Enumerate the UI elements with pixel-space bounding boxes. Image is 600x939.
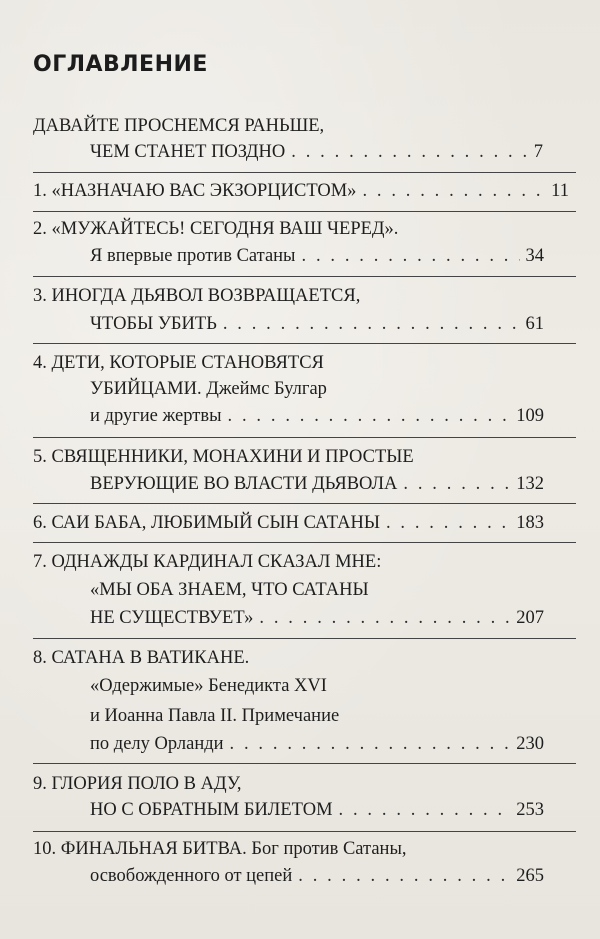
entry-divider bbox=[33, 763, 576, 764]
toc-entry-6-page: 183 bbox=[516, 513, 544, 533]
toc-entry-9-title: НО С ОБРАТНЫМ БИЛЕТОМ bbox=[90, 800, 333, 820]
toc-entry-2-page: 34 bbox=[525, 246, 544, 266]
toc-entry-1-title: 1. «НАЗНАЧАЮ ВАС ЭКЗОРЦИСТОМ» bbox=[33, 181, 357, 201]
toc-entry-5-page: 132 bbox=[516, 474, 544, 494]
toc-entry-6-title: 6. САИ БАБА, ЛЮБИМЫЙ СЫН САТАНЫ bbox=[33, 513, 380, 533]
toc-entry-1-page: 11 bbox=[551, 181, 569, 201]
toc-entry-8-line-3: и Иоанна Павла II. Примечание bbox=[90, 706, 340, 726]
toc-entry-8-line-2: «Одержимые» Бенедикта XVI bbox=[90, 676, 327, 696]
dot-leader bbox=[291, 139, 527, 165]
toc-entry-0-line-1: ДАВАЙТЕ ПРОСНЕМСЯ РАНЬШЕ, bbox=[33, 116, 325, 136]
toc-entry-2-line-2 bbox=[90, 243, 544, 269]
toc-entry-4-line-2: УБИЙЦАМИ. Джеймс Булгар bbox=[90, 379, 327, 399]
toc-entry-5-line-2 bbox=[90, 471, 544, 497]
toc-entry-4-line-1: 4. ДЕТИ, КОТОРЫЕ СТАНОВЯТСЯ bbox=[33, 353, 324, 373]
dot-leader bbox=[386, 510, 510, 536]
toc-entry-3-page: 61 bbox=[525, 314, 544, 334]
toc-entry-8-title: по делу Орланди bbox=[90, 734, 224, 754]
entry-divider bbox=[33, 343, 576, 344]
toc-entry-10-page: 265 bbox=[516, 866, 544, 886]
dot-leader bbox=[339, 797, 511, 823]
entry-divider bbox=[33, 211, 576, 212]
toc-entry-7-line-1: 7. ОДНАЖДЫ КАРДИНАЛ СКАЗАЛ МНЕ: bbox=[33, 552, 382, 572]
toc-entry-3-line-1: 3. ИНОГДА ДЬЯВОЛ ВОЗВРАЩАЕТСЯ, bbox=[33, 286, 361, 306]
dot-leader bbox=[230, 731, 511, 757]
toc-entry-9-page: 253 bbox=[516, 800, 544, 820]
dot-leader bbox=[403, 471, 510, 497]
entry-divider bbox=[33, 503, 576, 504]
toc-entry-8-page: 230 bbox=[516, 734, 544, 754]
dot-leader bbox=[298, 863, 510, 889]
toc-entry-3-title: ЧТОБЫ УБИТЬ bbox=[90, 314, 217, 334]
toc-entry-8-line-1: 8. САТАНА В ВАТИКАНЕ. bbox=[33, 648, 250, 668]
toc-entry-10-line-2 bbox=[90, 863, 544, 889]
entry-divider bbox=[33, 542, 576, 543]
toc-entry-0-page: 7 bbox=[533, 142, 543, 162]
toc-entry-8-line-4 bbox=[90, 731, 544, 757]
toc-entry-10-title: освобожденного от цепей bbox=[90, 866, 293, 886]
toc-entry-5-line-1: 5. СВЯЩЕННИКИ, МОНАХИНИ И ПРОСТЫЕ bbox=[33, 447, 414, 467]
toc-entry-7-line-2: «МЫ ОБА ЗНАЕМ, ЧТО САТАНЫ bbox=[90, 580, 369, 600]
toc-heading: ОГЛАВЛЕНИЕ bbox=[33, 52, 208, 77]
toc-entry-9-line-2 bbox=[90, 797, 544, 823]
entry-divider bbox=[33, 437, 576, 438]
entry-divider bbox=[33, 831, 576, 832]
entry-divider bbox=[33, 638, 576, 639]
dot-leader bbox=[302, 243, 520, 269]
toc-entry-2-title: Я впервые против Сатаны bbox=[90, 246, 296, 266]
toc-entry-7-line-3 bbox=[90, 605, 544, 631]
toc-entry-0-title: ЧЕМ СТАНЕТ ПОЗДНО bbox=[90, 142, 286, 162]
toc-entry-7-title: НЕ СУЩЕСТВУЕТ» bbox=[90, 608, 254, 628]
dot-leader bbox=[362, 178, 545, 204]
toc-entry-4-title: и другие жертвы bbox=[90, 406, 222, 426]
toc-entry-5-title: ВЕРУЮЩИЕ ВО ВЛАСТИ ДЬЯВОЛА bbox=[90, 474, 398, 494]
toc-entry-0-line-2 bbox=[90, 139, 543, 165]
toc-entry-7-page: 207 bbox=[516, 608, 544, 628]
toc-entry-2-line-1: 2. «МУЖАЙТЕСЬ! СЕГОДНЯ ВАШ ЧЕРЕД». bbox=[33, 219, 399, 239]
dot-leader bbox=[228, 403, 511, 429]
toc-entry-10-line-1: 10. ФИНАЛЬНАЯ БИТВА. Бог против Сатаны, bbox=[33, 839, 407, 859]
dot-leader bbox=[259, 605, 510, 631]
entry-divider bbox=[33, 172, 576, 173]
toc-entry-1-line-1 bbox=[33, 178, 569, 204]
toc-entry-4-line-3 bbox=[90, 403, 544, 429]
toc-entry-9-line-1: 9. ГЛОРИЯ ПОЛО В АДУ, bbox=[33, 774, 242, 794]
toc-entry-6-line-1 bbox=[33, 510, 544, 536]
dot-leader bbox=[223, 311, 520, 337]
entry-divider bbox=[33, 276, 576, 277]
toc-entry-4-page: 109 bbox=[516, 406, 544, 426]
toc-entry-3-line-2 bbox=[90, 311, 544, 337]
